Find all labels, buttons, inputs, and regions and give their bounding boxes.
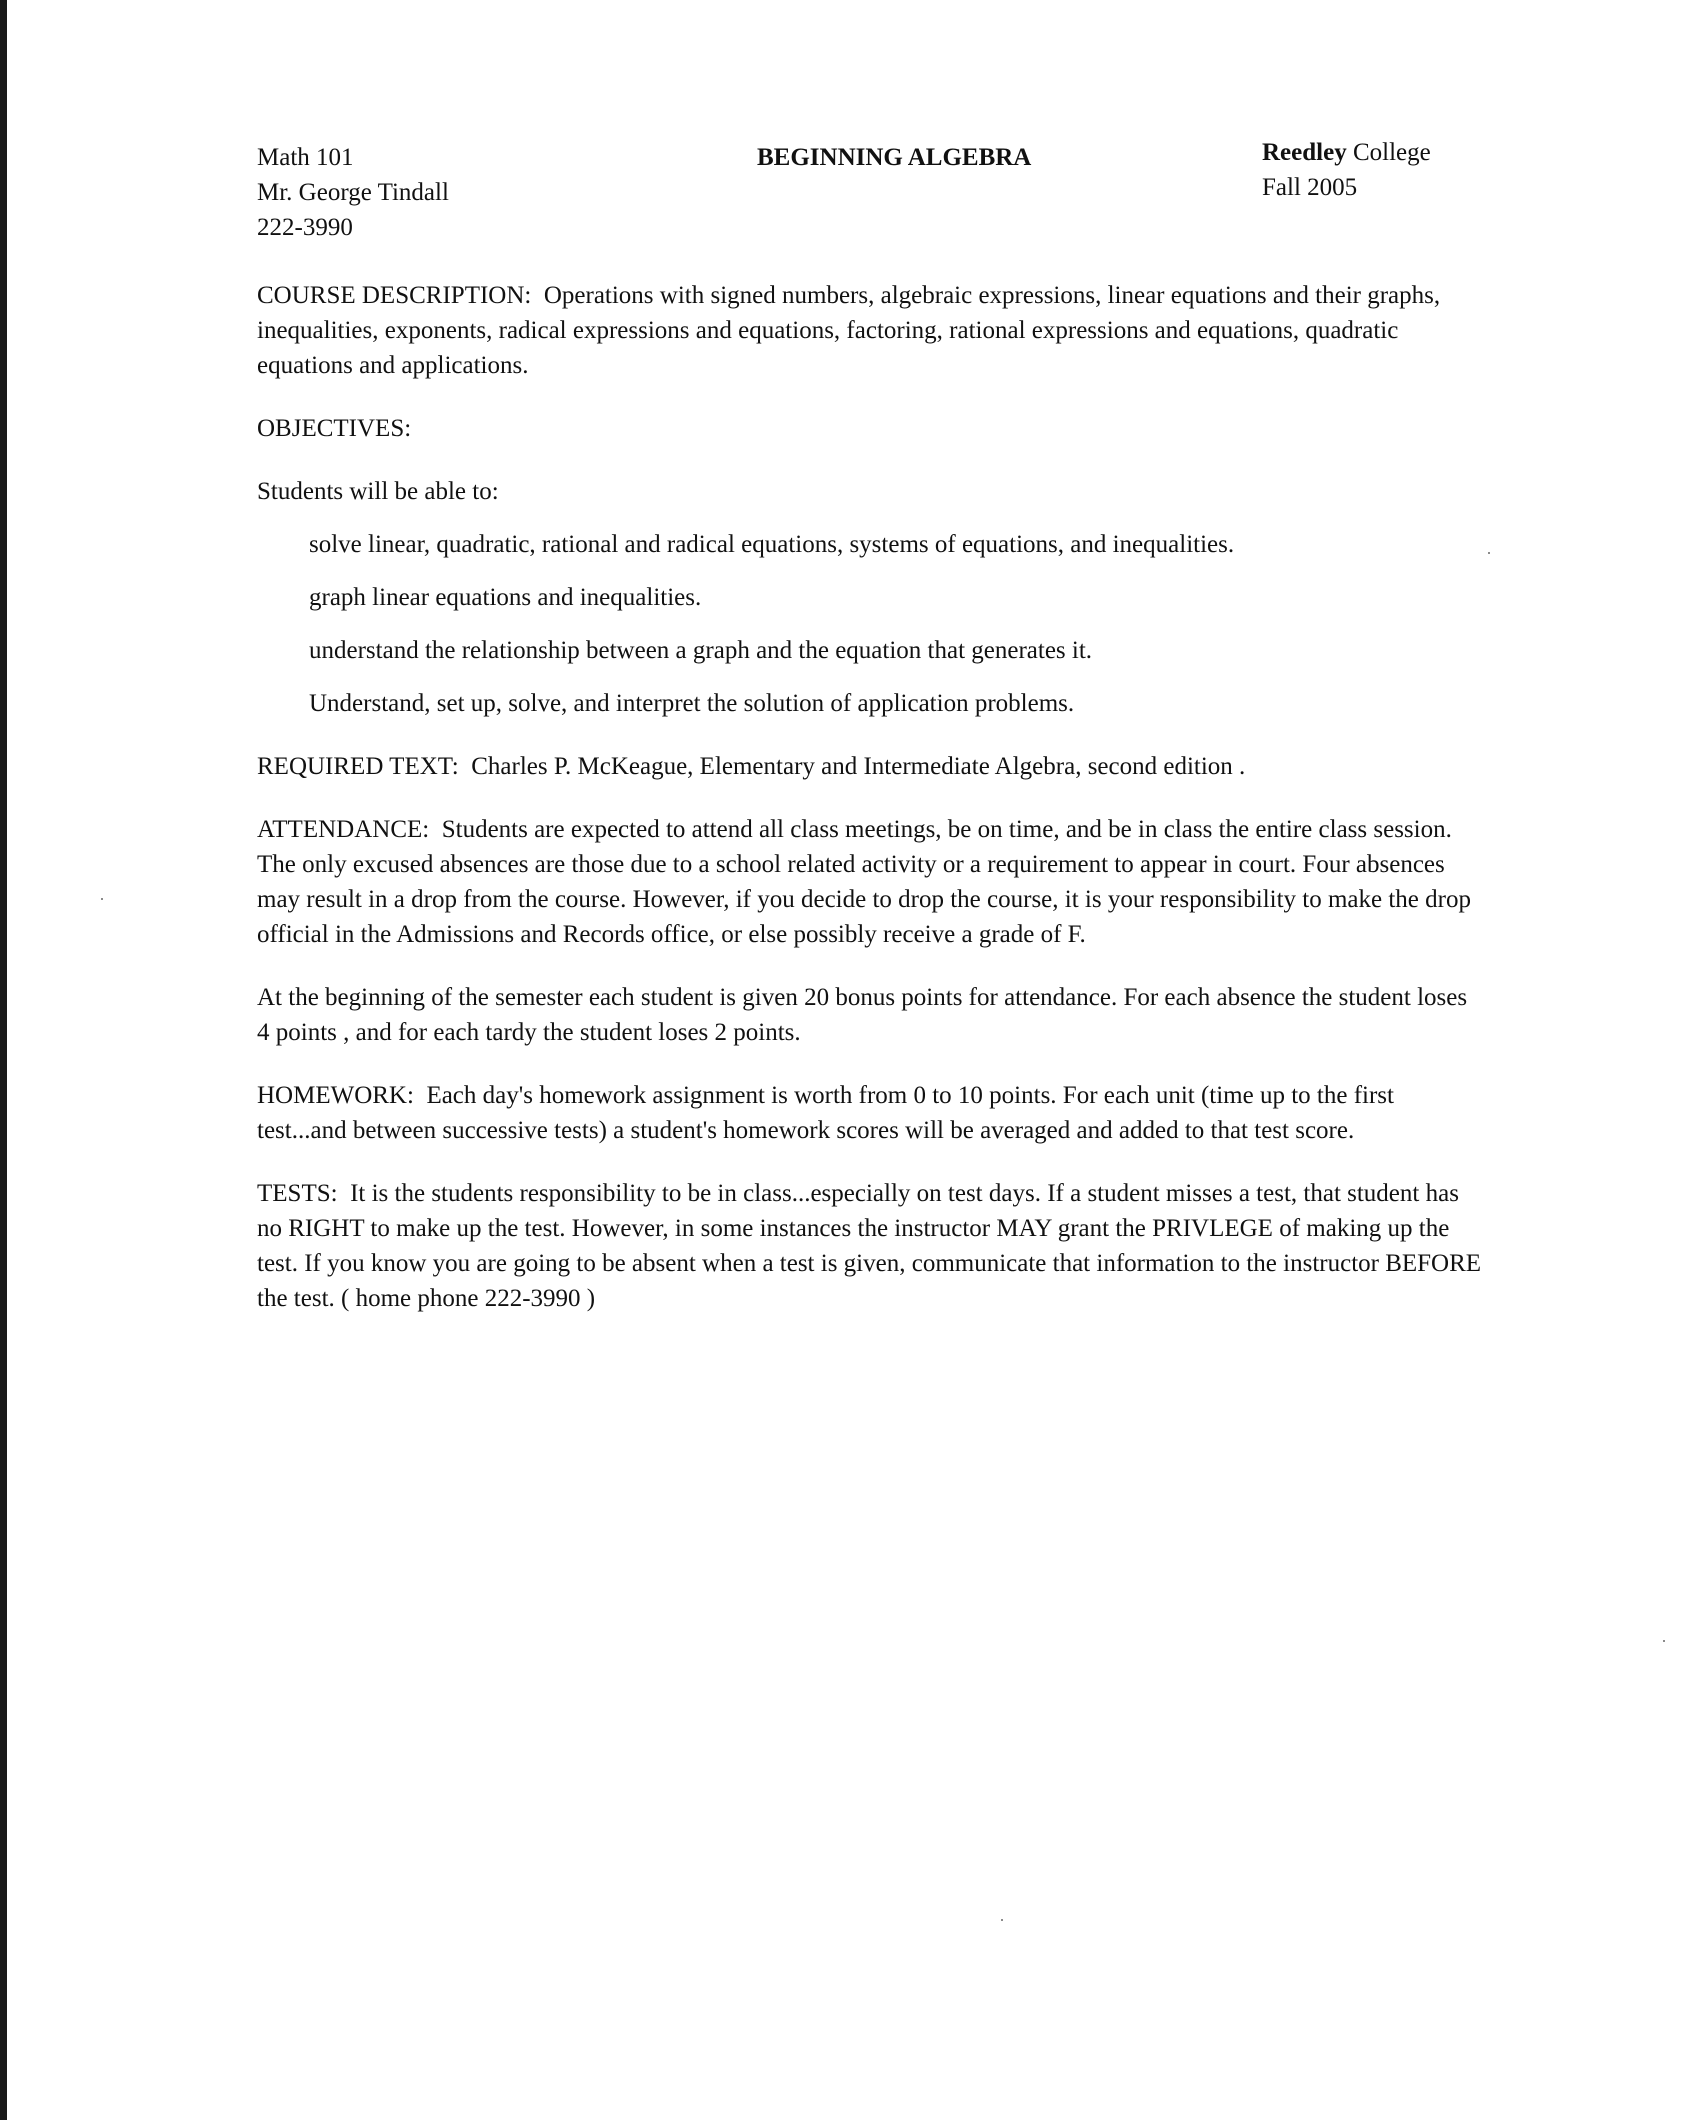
objective-item: Understand, set up, solve, and interpret the solution of application problems. xyxy=(309,690,1075,717)
tests-text: It is the students responsibility to be in class...especially on test days. If a student misses a test, that student has no RIGHT to make up the test. However, in some instances the instructor MAY grant the PRIVLEGE of making up the test. If you know you are going to be absent when a test is given, communicate that information to the instructor BEFORE the test. ( home phone 222-3990 ) xyxy=(257,1180,1482,1312)
instructor-name: Mr. George Tindall xyxy=(257,179,449,206)
scan-speck xyxy=(1001,1919,1003,1921)
college-name-rest: College xyxy=(1352,139,1431,166)
scan-speck xyxy=(1663,1640,1665,1642)
college-name xyxy=(1262,135,1431,170)
homework-label: HOMEWORK: xyxy=(257,1082,414,1109)
course-description xyxy=(257,278,1482,383)
homework xyxy=(257,1078,1482,1148)
college-name-bold: Reedley xyxy=(1262,139,1347,166)
course-description-label: COURSE DESCRIPTION: xyxy=(257,282,532,309)
scan-speck xyxy=(1488,552,1490,554)
tests xyxy=(257,1176,1482,1316)
scan-edge xyxy=(0,0,7,2120)
term: Fall 2005 xyxy=(1262,174,1358,201)
attendance-label: ATTENDANCE: xyxy=(257,816,430,843)
required-text-value: Charles P. McKeague, Elementary and Intermediate Algebra, second edition . xyxy=(471,753,1246,780)
homework-text: Each day's homework assignment is worth from 0 to 10 points. For each unit (time up to the first test...and between successive tests) a student's homework scores will be averaged and added to that test score. xyxy=(257,1082,1394,1144)
attendance-text: Students are expected to attend all class meetings, be on time, and be in class the entire class session. The only excused absences are those due to a school related activity or a requirement to appear in court. Four absences may result in a drop from the course. However, if you decide to drop the course, it is your responsibility to make the drop official in the Admissions and Records office, or else possibly receive a grade of F. xyxy=(257,816,1471,948)
attendance xyxy=(257,812,1482,952)
course-number: Math 101 xyxy=(257,144,354,171)
course-title: BEGINNING ALGEBRA xyxy=(757,144,1032,171)
tests-label: TESTS: xyxy=(257,1180,338,1207)
course-description-text: Operations with signed numbers, algebraic expressions, linear equations and their graphs, inequalities, exponents, radical expressions and equations, factoring, rational expressions and equations, quadratic equations and applications. xyxy=(257,282,1441,379)
header-right xyxy=(1262,135,1431,205)
objective-item: understand the relationship between a graph and the equation that generates it. xyxy=(309,637,1093,664)
objectives-heading: OBJECTIVES: xyxy=(257,415,412,442)
header-left xyxy=(257,140,449,245)
instructor-phone: 222-3990 xyxy=(257,214,353,241)
objective-item: solve linear, quadratic, rational and radical equations, systems of equations, and inequalities. xyxy=(309,531,1235,558)
header xyxy=(257,140,1487,250)
attendance-bonus: At the beginning of the semester each student is given 20 bonus points for attendance. For each absence the student loses 4 points , and for each tardy the student loses 2 points. xyxy=(257,984,1468,1046)
objectives-intro: Students will be able to: xyxy=(257,478,499,505)
syllabus-page xyxy=(257,140,1487,1316)
required-text-label: REQUIRED TEXT: xyxy=(257,753,459,780)
required-text xyxy=(257,749,1482,784)
objective-item: graph linear equations and inequalities. xyxy=(309,584,702,611)
scan-speck xyxy=(101,898,103,900)
